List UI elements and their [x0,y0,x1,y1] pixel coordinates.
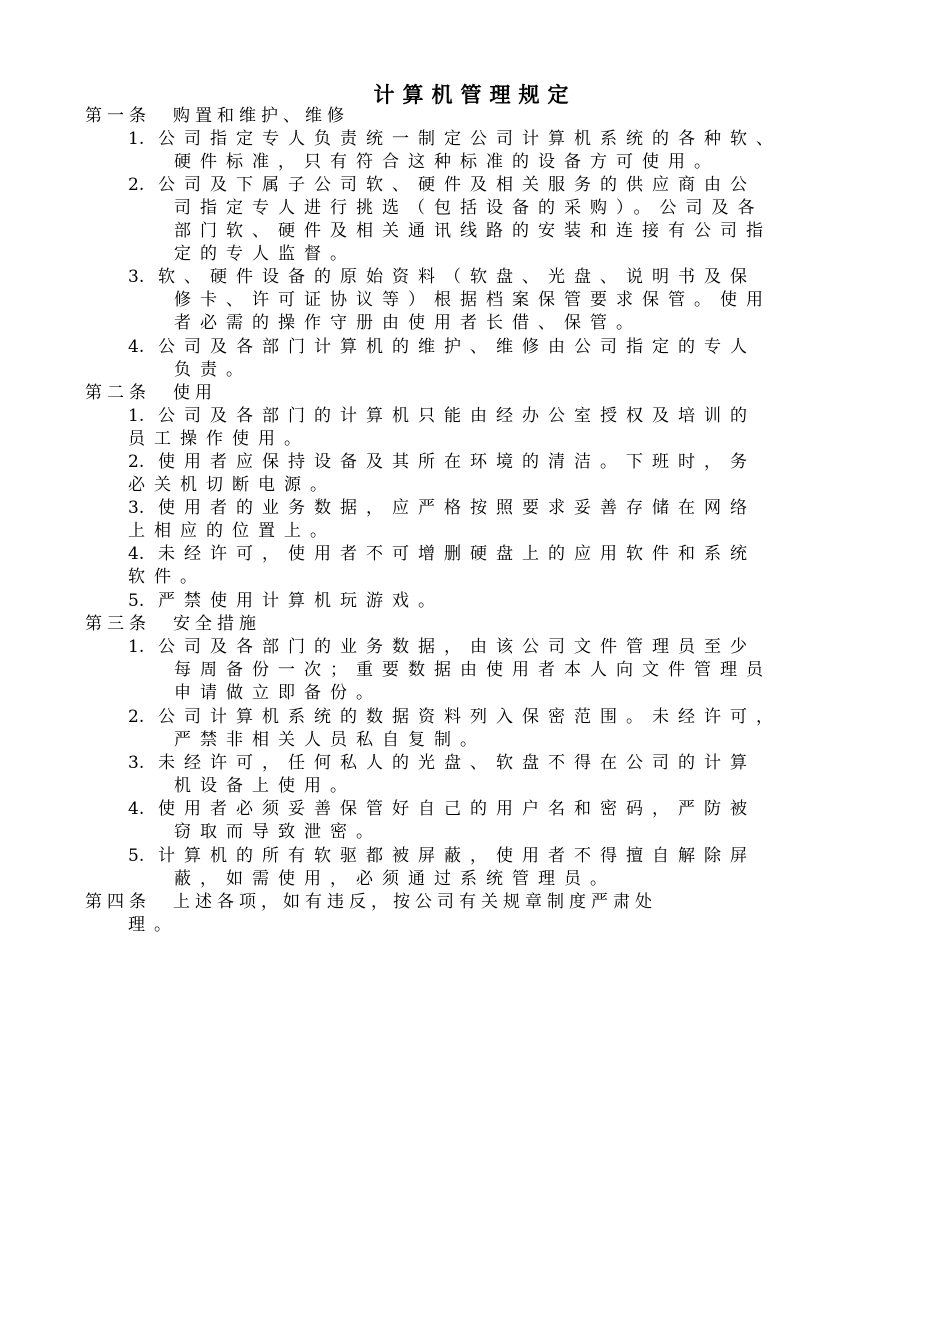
item-text: 公司及下属子公司软、硬件及相关服务的供应商由公 [158,175,756,195]
article-1-item-2 [128,174,756,197]
article-2-item-1 [128,405,756,428]
article-1-item-3-cont: 者必需的操作守册由使用者长借、保管。 [174,313,642,333]
item-text: 公司及各部门的计算机只能由经办公室授权及培训的 [158,406,756,426]
article-1-item-4 [128,336,756,359]
item-number: 1. [128,129,145,149]
item-text: 使用者应保持设备及其所在环境的清洁。下班时，务 [158,452,756,472]
item-number: 1. [128,406,145,426]
item-number: 3. [128,753,145,773]
item-number: 4. [128,544,145,564]
article-3-item-2-cont: 严禁非相关人员私自复制。 [174,730,486,750]
article-1-item-2-cont: 司指定专人进行挑选（包括设备的采购）。公司及各 [174,198,764,218]
item-number: 2. [128,707,145,727]
article-3-heading: 第三条 安全措施 [85,614,261,634]
item-text: 公司指定专人负责统一制定公司计算机系统的各种软、 [158,129,782,149]
article-3-item-3 [128,752,756,775]
article-1-item-3-cont: 修卡、许可证协议等）根据档案保管要求保管。使用 [174,290,772,310]
item-number: 3. [128,498,145,518]
article-1-item-1 [128,128,782,151]
article-1-item-2-cont: 部门软、硬件及相关通讯线路的安装和连接有公司指 [174,221,772,241]
item-number: 5. [128,591,145,611]
article-2-item-3-cont: 上相应的位置上。 [128,521,336,541]
article-1-heading: 第一条 购置和维护、维修 [85,106,349,126]
article-2-item-4 [128,543,756,566]
article-3-item-1 [128,636,756,659]
article-3-item-4 [128,798,756,821]
article-4-cont: 理。 [128,915,180,935]
item-text: 严禁使用计算机玩游戏。 [158,591,444,611]
item-number: 2. [128,175,145,195]
item-number: 4. [128,799,145,819]
article-3-item-1-cont: 每周备份一次；重要数据由使用者本人向文件管理员 [174,660,772,680]
item-text: 使用者的业务数据，应严格按照要求妥善存储在网络 [158,498,756,518]
article-2-item-5 [128,590,444,613]
article-2-item-2 [128,451,756,474]
article-1-item-3 [128,266,756,289]
article-3-item-5-cont: 蔽，如需使用，必须通过系统管理员。 [174,869,616,889]
item-text: 未经许可，任何私人的光盘、软盘不得在公司的计算 [158,753,756,773]
article-2-item-3 [128,497,756,520]
item-text: 软、硬件设备的原始资料（软盘、光盘、说明书及保 [158,267,756,287]
article-2-item-1-cont: 员工操作使用。 [128,429,310,449]
article-1-item-2-cont: 定的专人监督。 [174,244,356,264]
item-text: 公司及各部门计算机的维护、维修由公司指定的专人 [158,337,756,357]
article-4-heading: 第四条 上述各项，如有违反，按公司有关规章制度严肃处 [85,892,657,912]
article-2-heading: 第二条 使用 [85,383,217,403]
item-text: 公司及各部门的业务数据，由该公司文件管理员至少 [158,637,756,657]
item-text: 未经许可，使用者不可增删硬盘上的应用软件和系统 [158,544,756,564]
item-text: 使用者必须妥善保管好自己的用户名和密码，严防被 [158,799,756,819]
article-2-item-2-cont: 必关机切断电源。 [128,475,336,495]
item-text: 计算机的所有软驱都被屏蔽，使用者不得擅自解除屏 [158,846,756,866]
article-1-item-4-cont: 负责。 [174,360,252,380]
article-2-item-4-cont: 软件。 [128,567,206,587]
article-3-item-1-cont: 申请做立即备份。 [174,683,382,703]
article-1-item-1-cont: 硬件标准，只有符合这种标准的设备方可使用。 [174,152,720,172]
article-3-item-3-cont: 机设备上使用。 [174,776,356,796]
item-number: 3. [128,267,145,287]
document-title: 计算机管理规定 [373,82,577,107]
article-3-item-5 [128,845,756,868]
item-number: 1. [128,637,145,657]
article-3-item-4-cont: 窃取而导致泄密。 [174,822,382,842]
item-text: 公司计算机系统的数据资料列入保密范围。未经许可， [158,707,782,727]
item-number: 4. [128,337,145,357]
item-number: 5. [128,846,145,866]
item-number: 2. [128,452,145,472]
article-3-item-2 [128,706,782,729]
